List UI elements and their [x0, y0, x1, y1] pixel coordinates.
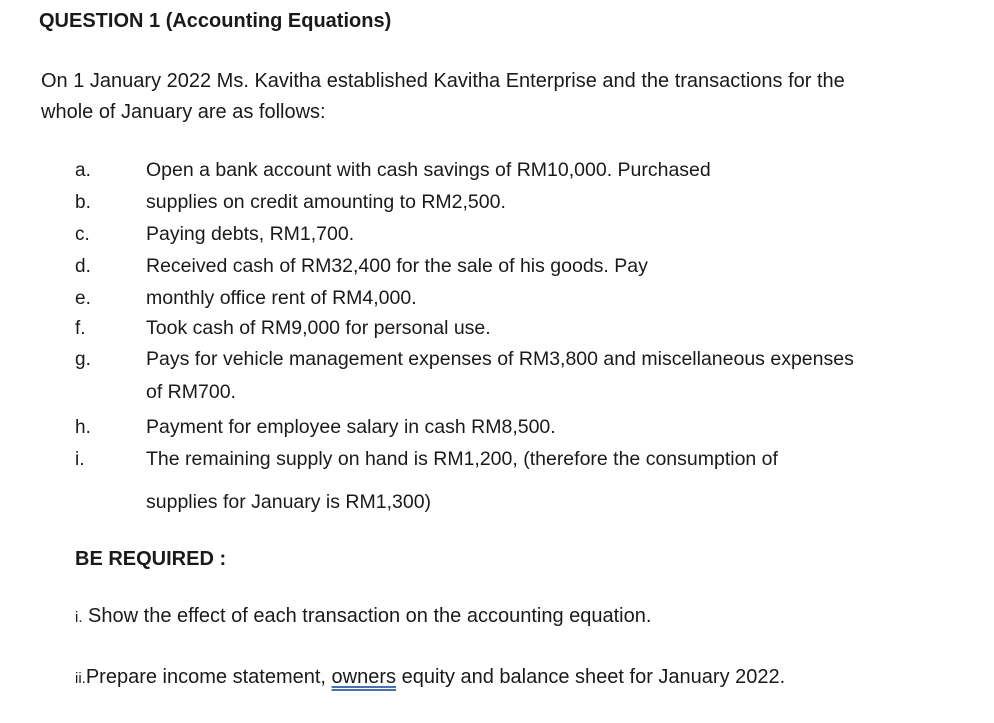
required-heading: BE REQUIRED :	[75, 548, 227, 570]
marker-a: a.	[75, 160, 91, 181]
item-line: Took cash of RM9,000 for personal use.	[146, 317, 491, 339]
item-line: Pays for vehicle management expenses of RM3,800 and miscellaneous expenses	[146, 348, 854, 370]
marker-e: e.	[75, 288, 91, 309]
item-line: supplies for January is RM1,300)	[146, 491, 432, 513]
intro-line-2: whole of January are as follows:	[41, 101, 326, 123]
question-title: QUESTION 1 (Accounting Equations)	[39, 10, 392, 32]
item-line: Paying debts, RM1,700.	[146, 223, 355, 245]
marker-d: d.	[75, 256, 91, 277]
requirement-2	[75, 666, 785, 689]
requirement-2-text-pre: Prepare income statement,	[85, 666, 332, 688]
requirement-1	[75, 605, 651, 628]
item-line: Open a bank account with cash savings of RM10,000. Purchased	[146, 159, 711, 181]
requirement-1-text: Show the effect of each transaction on the accounting equation.	[82, 605, 652, 627]
marker-c: c.	[75, 224, 90, 245]
item-line: The remaining supply on hand is RM1,200, (therefore the consumption of	[146, 448, 778, 470]
item-line: of RM700.	[146, 381, 236, 403]
item-line: supplies on credit amounting to RM2,500.	[146, 191, 506, 213]
marker-h: h.	[75, 417, 91, 438]
marker-f: f.	[75, 318, 86, 339]
marker-g: g.	[75, 349, 91, 370]
intro-line-1: On 1 January 2022 Ms. Kavitha established Kavitha Enterprise and the transactions for the	[41, 70, 845, 92]
requirement-1-number: i.	[75, 609, 83, 626]
spellcheck-underlined-word: owners	[331, 666, 397, 688]
marker-i: i.	[75, 449, 85, 470]
item-line: Received cash of RM32,400 for the sale of his goods. Pay	[146, 255, 648, 277]
requirement-2-number: ii.	[75, 670, 86, 687]
requirement-2-text-post: equity and balance sheet for January 2022.	[396, 666, 786, 688]
item-line: Payment for employee salary in cash RM8,500.	[146, 416, 556, 438]
item-line: monthly office rent of RM4,000.	[146, 287, 417, 309]
marker-b: b.	[75, 192, 91, 213]
